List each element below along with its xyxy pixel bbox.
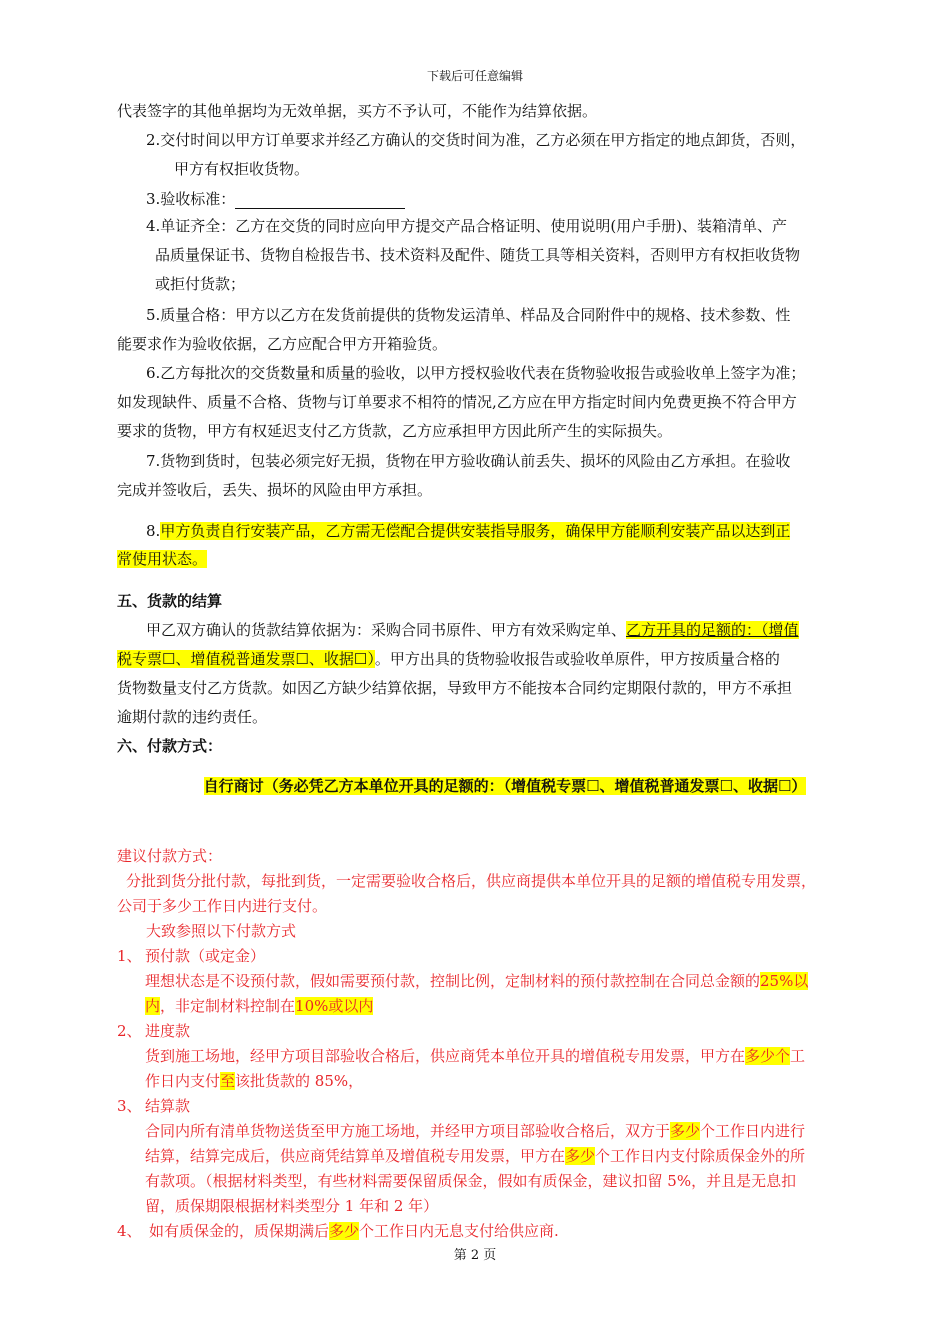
item-5-line-1: 5.质量合格：甲方以乙方在发货前提供的货物发运清单、样品及合同附件中的规格、技术参数、性 [146,306,791,324]
item-text: 货到施工场地，经甲方项目部验收合格后，供应商凭本单位开具的增值税专用发票，甲方在 [145,1047,746,1065]
section-6-title: 六、付款方式： [117,737,223,755]
item-title: 结算款 [145,1097,191,1115]
highlighted-text: 常使用状态。 [117,550,208,568]
item-text: 理想状态是不设预付款，假如需要预付款，控制比例，定制材料的预付款控制在合同总金额的 [145,972,761,990]
item-number: 4、 [117,1222,142,1240]
item-text: 如有质保金的，质保期满后 [149,1222,330,1240]
highlighted-text: 自行商讨（务必凭乙方本单位开具的足额的：（增值税专票☐、增值税普通发票☐、收据☐） [203,777,807,795]
item-text: ，非定制材料控制在 [160,997,296,1015]
item-3 [146,189,405,209]
highlighted-text: 至 [220,1072,236,1090]
item-number: 1、 [117,947,142,965]
item-2-line-2: 甲方有权拒收货物。 [174,160,310,178]
highlighted-text: 多少 [670,1122,701,1140]
item-8-line-1 [146,521,790,541]
highlighted-text: 税专票☐、增值税普通发票☐、收据☐） [117,650,375,668]
item-1-heading [117,946,265,966]
acceptance-standard-blank [235,194,405,209]
item-text: 合同内所有清单货物送货至甲方施工场地，并经甲方项目部验收合格后，双方于 [145,1122,671,1140]
item-number: 2、 [117,1022,142,1040]
item-4-line-3: 或拒付货款； [155,275,246,293]
section-5-line-4: 逾期付款的违约责任。 [117,708,268,726]
page-header: 下载后可任意编辑 [426,69,523,83]
item-4-line-2: 品质量保证书、货物自检报告书、技术资料及配件、随货工具等相关资料，否则甲方有权拒收货物 [155,246,801,264]
item-8-line-2 [117,549,207,569]
item-title: 预付款（或定金） [145,947,266,965]
item-text: 工 [790,1047,806,1065]
item-6-line-3: 要求的货物，甲方有权延迟支付乙方货款，乙方应承担甲方因此所产生的实际损失。 [117,422,673,440]
item-6-line-1: 6.乙方每批次的交货数量和质量的验收，以甲方授权验收代表在货物验收报告或验收单上签字为准； [146,364,806,382]
highlighted-text: 多少 [565,1147,596,1165]
item-3-detail-line-1 [145,1121,805,1141]
item-8-number: 8. [146,522,161,540]
advice-line-2: 公司于多少工作日内进行支付。 [117,897,328,915]
item-title: 进度款 [145,1022,191,1040]
item-3-detail-line-3: 有款项。（根据材料类型，有些材料需要保留质保金，假如有质保金，建议扣留 5%，并且是无息扣 [145,1172,797,1190]
item-number: 3、 [117,1097,142,1115]
item-text: 个工作日内支付除质保金外的所 [595,1147,806,1165]
item-4-detail [117,1221,559,1241]
item-4-line-1: 4.单证齐全：乙方在交货的同时应向甲方提交产品合格证明、使用说明(用户手册)、装箱清单、产 [146,217,788,235]
item-text: 结算，结算完成后，供应商凭结算单及增值税专用发票，甲方在 [145,1147,566,1165]
item-7-line-2: 完成并签收后，丢失、损坏的风险由甲方承担。 [117,481,433,499]
item-2-line-1: 2.交付时间以甲方订单要求并经乙方确认的交货时间为准，乙方必须在甲方指定的地点卸货，否则， [146,131,806,149]
item-2-heading [117,1021,190,1041]
paragraph-line: 代表签字的其他单据均为无效单据，买方不予认可，不能作为结算依据。 [117,102,598,120]
section-5-text: 。甲方出具的货物验收报告或验收单原件，甲方按质量合格的 [374,650,780,668]
highlighted-text: 多少个 [745,1047,791,1065]
item-3-label: 3.验收标准： [146,190,236,208]
section-5-title: 五、货款的结算 [117,592,223,610]
highlighted-text: 内 [145,997,161,1015]
section-5-line-2 [117,649,780,669]
item-text: 个工作日内无息支付给供应商. [359,1222,559,1240]
section-5-line-3: 货物数量支付乙方货款。如因乙方缺少结算依据，导致甲方不能按本合同约定期限付款的，甲方不承担 [117,679,793,697]
item-1-line-1 [145,971,808,991]
item-text: 该批货款的 85%， [235,1072,364,1090]
advice-line-1: 分批到货分批付款，每批到货，一定需要验收合格后，供应商提供本单位开具的足额的增值税专用发票， [126,872,817,890]
highlighted-text: 乙方开具的足额的：（增值 [626,621,799,639]
page-footer: 第 2 页 [453,1248,497,1263]
highlighted-text: 25%以 [760,972,809,990]
item-3-heading [117,1096,190,1116]
item-2-detail-line-2 [145,1071,363,1091]
section-5-line-1 [146,620,799,640]
item-text: 个工作日内进行 [700,1122,806,1140]
item-7-line-1: 7.货物到货时，包装必须完好无损，货物在甲方验收确认前丢失、损坏的风险由乙方承担。在验收 [146,452,791,470]
advice-title: 建议付款方式： [117,847,223,865]
section-6-center-line [0,776,950,796]
item-5-line-2: 能要求作为验收依据，乙方应配合甲方开箱验货。 [117,335,448,353]
highlighted-text: 甲方负责自行安装产品，乙方需无偿配合提供安装指导服务，确保甲方能顺利安装产品以达到正 [160,522,791,540]
item-3-detail-line-4: 留，质保期限根据材料类型分 1 年和 2 年） [145,1197,439,1215]
highlighted-text: 多少 [329,1222,360,1240]
item-6-line-2: 如发现缺件、质量不合格、货物与订单要求不相符的情况,乙方应在甲方指定时间内免费更换不符合甲方 [117,393,797,411]
item-3-detail-line-2 [145,1146,805,1166]
item-text: 作日内支付 [145,1072,221,1090]
section-5-text: 甲乙双方确认的货款结算依据为：采购合同书原件、甲方有效采购定单、 [146,621,627,639]
item-2-detail-line-1 [145,1046,805,1066]
item-1-line-2 [145,996,373,1016]
advice-line-3: 大致参照以下付款方式 [146,922,297,940]
highlighted-text: 10%或以内 [295,997,374,1015]
